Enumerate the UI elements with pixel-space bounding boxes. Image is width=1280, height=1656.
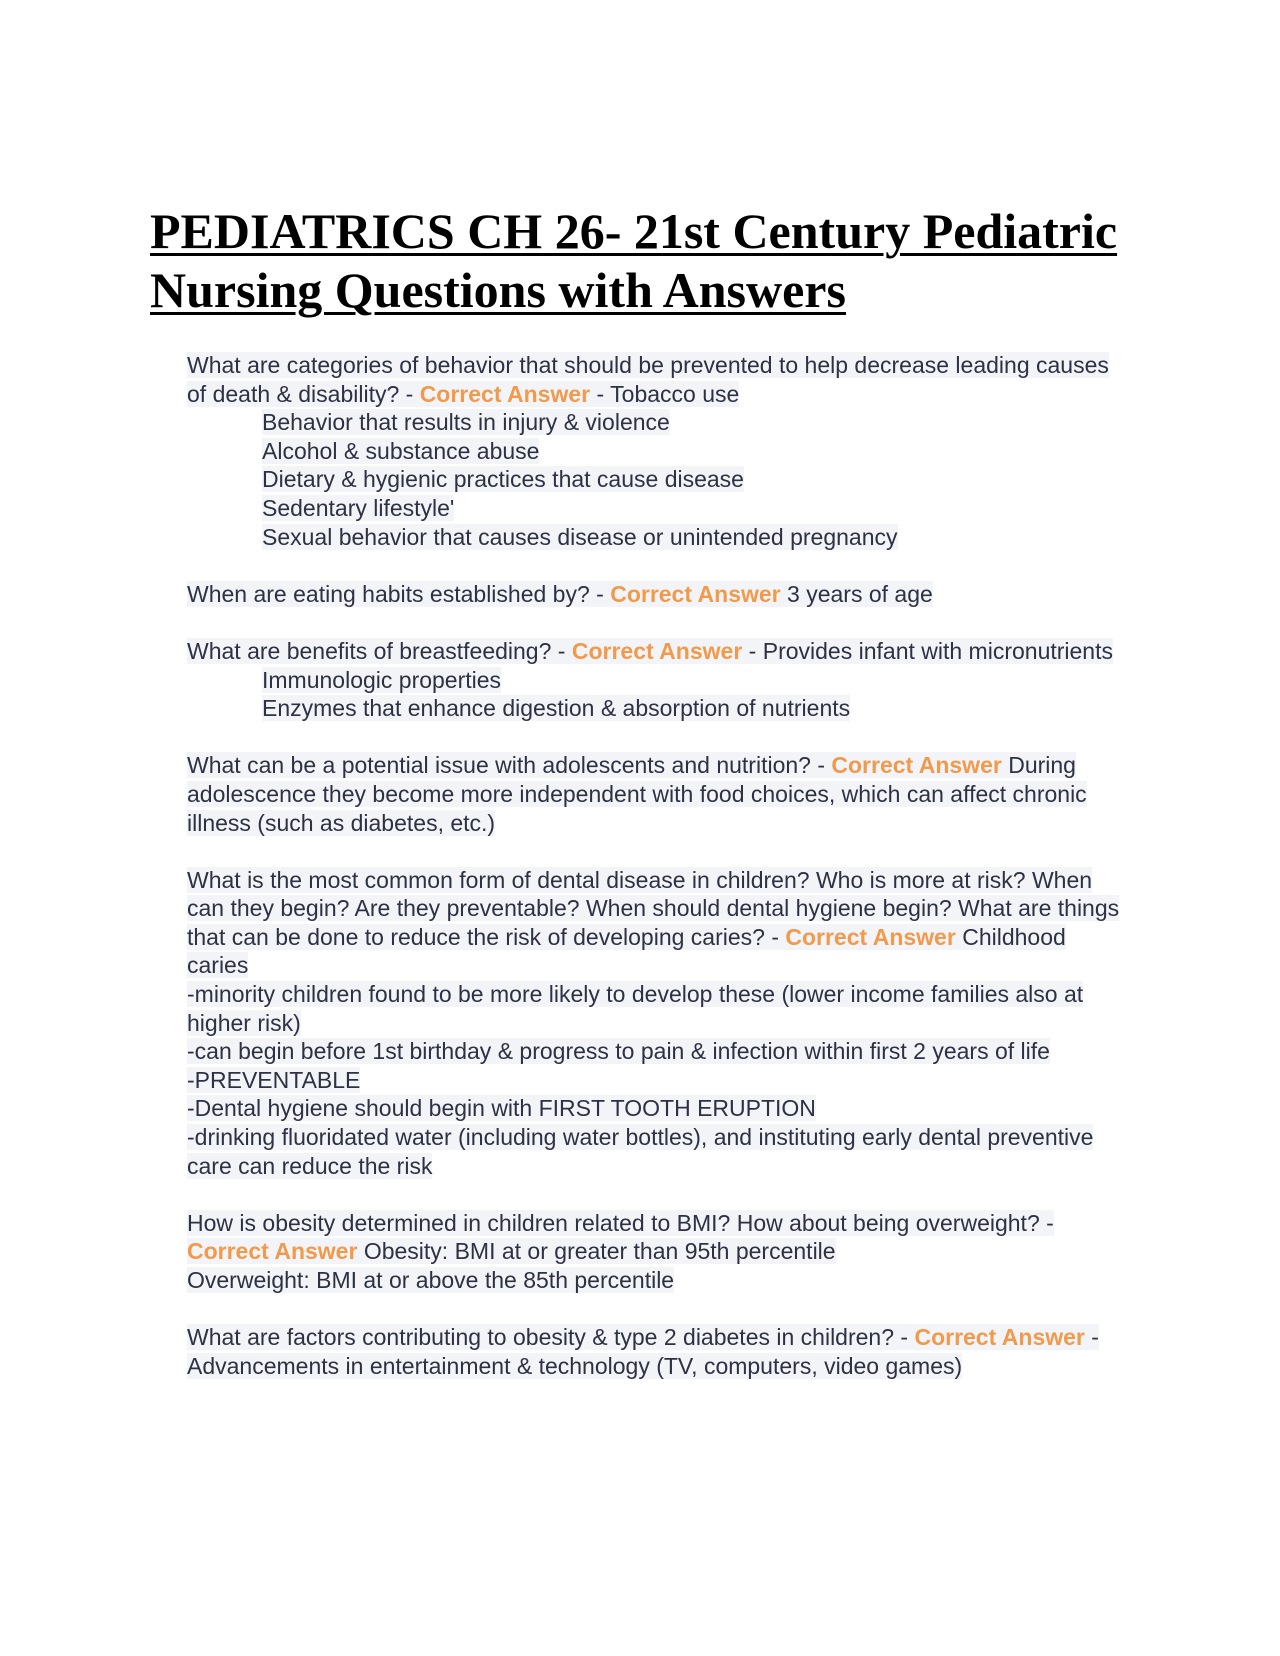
answer-line: Behavior that results in injury & violence xyxy=(262,409,670,436)
qa-question-line xyxy=(187,637,1127,666)
correct-answer-label: Correct Answer xyxy=(914,1324,1085,1351)
correct-answer-label: Correct Answer xyxy=(187,1238,358,1265)
answer-line: -Dental hygiene should begin with FIRST TOOTH ERUPTION xyxy=(187,1095,816,1122)
qa-item xyxy=(187,580,1127,609)
qa-item xyxy=(187,351,1127,551)
answer-separator: - xyxy=(742,637,763,664)
correct-answer-label: Correct Answer xyxy=(831,752,1002,779)
correct-answer-label: Correct Answer xyxy=(785,923,956,950)
answer-line: Immunologic properties xyxy=(262,666,502,693)
qa-item xyxy=(187,1323,1127,1380)
answer-line: -PREVENTABLE xyxy=(187,1066,361,1093)
qa-item xyxy=(187,1209,1127,1295)
qa-question-line xyxy=(187,580,1127,609)
question-text: What is the most common form of dental disease in children? Who is more at risk? When can they begin? Are they preventable? When should dental hygiene begin? What are things that can be done to reduce the risk of developing caries? - xyxy=(187,866,1120,950)
answer-text: Childhood caries xyxy=(187,923,1066,979)
question-text: What are benefits of breastfeeding? - xyxy=(187,637,572,664)
question-text: What are categories of behavior that should be prevented to help decrease leading causes of death & disability? - xyxy=(187,352,1109,407)
answer-line: -drinking fluoridated water (including water bottles), and instituting early dental preventive care can reduce the risk xyxy=(187,1124,1094,1179)
answer-line: -minority children found to be more likely to develop these (lower income families also at higher risk) xyxy=(187,981,1084,1036)
answer-line: Enzymes that enhance digestion & absorption of nutrients xyxy=(262,695,851,722)
answer-text: During adolescence they become more independent with food choices, which can affect chronic illness (such as diabetes, etc.) xyxy=(187,752,1087,836)
question-text: What are factors contributing to obesity & type 2 diabetes in children? - xyxy=(187,1324,915,1351)
qa-item xyxy=(187,637,1127,723)
answer-text: Obesity: BMI at or greater than 95th percentile xyxy=(363,1238,836,1265)
answer-text: Provides infant with micronutrients xyxy=(762,637,1113,664)
answer-text: Tobacco use xyxy=(610,380,740,407)
qa-question-line xyxy=(187,751,1127,837)
answer-text: -Advancements in entertainment & technology (TV, computers, video games) xyxy=(187,1324,1099,1379)
document-title: PEDIATRICS CH 26- 21st Century Pediatric Nursing Questions with Answers xyxy=(150,203,1118,318)
question-text: What can be a potential issue with adolescents and nutrition? - xyxy=(187,752,832,779)
question-text: When are eating habits established by? - xyxy=(187,580,611,607)
correct-answer-label: Correct Answer xyxy=(419,380,591,407)
answer-line: Dietary & hygienic practices that cause disease xyxy=(262,466,744,493)
correct-answer-label: Correct Answer xyxy=(610,580,781,607)
qa-question-line xyxy=(187,351,1127,408)
qa-question-line xyxy=(187,1209,1127,1266)
qa-item xyxy=(187,866,1127,1181)
question-text: How is obesity determined in children related to BMI? How about being overweight? - xyxy=(187,1209,1054,1236)
answer-line: -can begin before 1st birthday & progress to pain & infection within first 2 years of life xyxy=(187,1038,1050,1065)
qa-item xyxy=(187,751,1127,837)
qa-list xyxy=(187,351,1127,1409)
answer-line: Sedentary lifestyle' xyxy=(262,494,455,521)
answer-line: Overweight: BMI at or above the 85th percentile xyxy=(187,1267,675,1293)
qa-question-line xyxy=(187,1323,1127,1380)
qa-question-line xyxy=(187,866,1127,980)
correct-answer-label: Correct Answer xyxy=(571,637,743,664)
answer-text: 3 years of age xyxy=(787,580,933,607)
answer-line: Sexual behavior that causes disease or unintended pregnancy xyxy=(262,523,898,550)
answer-separator: - xyxy=(590,380,611,407)
answer-line: Alcohol & substance abuse xyxy=(262,437,540,464)
